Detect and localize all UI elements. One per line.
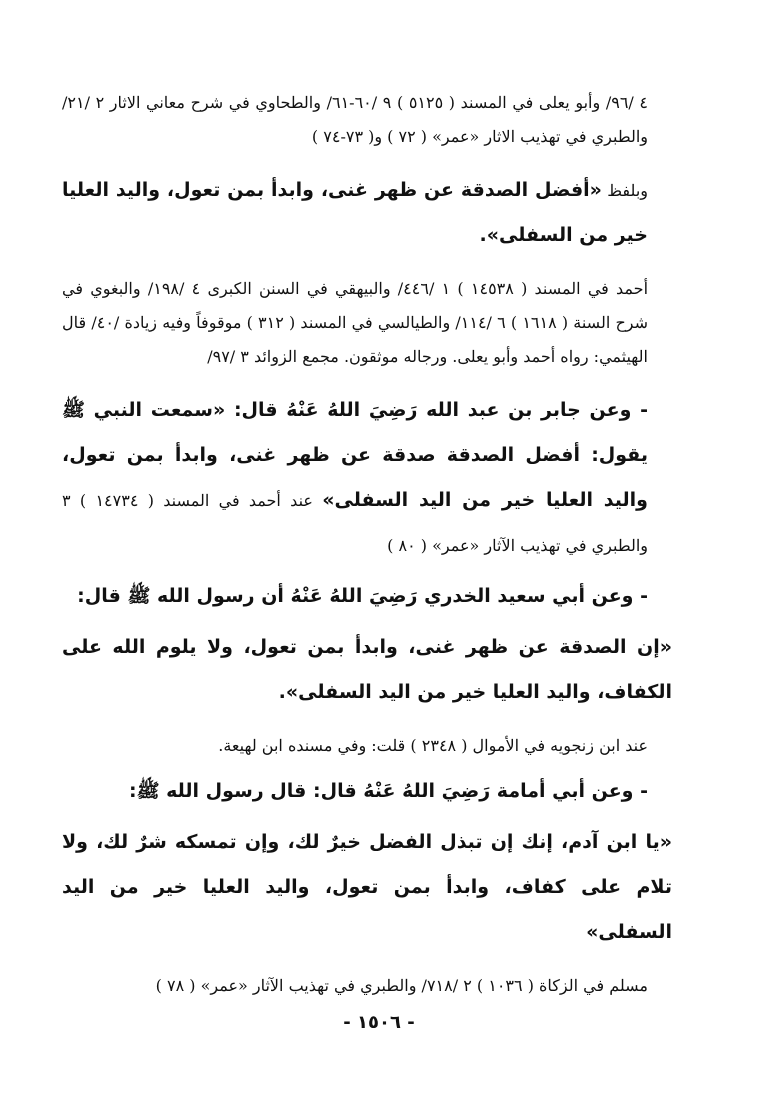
hadith-text: - وعن جابر بن عبد الله رَضِيَ اللهُ عَنْهُ قال: «سمعت النبي ﷺ يقول: أفضل الصدقة صدقة عن ظهر غنى، وابدأ بمن تعول، واليد العليا خير من اليد السفلى» <box>62 399 648 511</box>
hadith-text: «يا ابن آدم، إنك إن تبذل الفضل خيرٌ لك، وإن تمسكه شرٌ لك، ولا تلام على كفاف، وابدأ بمن تعول، واليد العليا خير من اليد السفلى» <box>62 831 672 943</box>
reference-paragraph: ٤ /٩٦/ وأبو يعلى في المسند ( ٥١٢٥ ) ٩ /٦٠-٦١/ والطحاوي في شرح معاني الاثار ٢ /٢١/ والطبري في تهذيب الاثار «عمر» ( ٧٢ ) و( ٧٣-٧٤ ) <box>62 93 648 146</box>
page-number: - ١٥٠٦ - <box>343 1012 415 1033</box>
reference-paragraph: أحمد في المسند ( ١٤٥٣٨ ) ١ /٤٤٦/ والبيهقي في السنن الكبرى ٤ /١٩٨/ والبغوي في شرح السنة ( ١٦١٨ ) ٦ /١١٤/ والطيالسي في المسند ( ٣١٢ ) موقوفاً وفيه زيادة /٤٠/ قال الهيثمي: رواه أحمد وأبو يعلى. ورجاله موثقون. مجمع الزوائد ٣ /٩٧/ <box>62 279 649 366</box>
narrator-line: - وعن أبي أمامة رَضِيَ اللهُ عَنْهُ قال: قال رسول الله ﷺ: <box>128 780 648 802</box>
reference-paragraph: مسلم في الزكاة ( ١٠٣٦ ) ٢ /٧١٨/ والطبري في تهذيب الآثار «عمر» ( ٧٨ ) <box>155 976 648 995</box>
narrator-line: - وعن أبي سعيد الخدري رَضِيَ اللهُ عَنْهُ أن رسول الله ﷺ قال: <box>77 585 648 607</box>
hadith-text: «أفضل الصدقة عن ظهر غنى، وابدأ بمن تعول، واليد العليا خير من السفلى». <box>62 179 648 246</box>
page-body <box>62 86 672 1003</box>
reference-paragraph: عند ابن زنجويه في الأموال ( ٢٣٤٨ ) قلت: وفي مسنده ابن لهيعة. <box>218 736 648 755</box>
intro-text: وبلفظ <box>601 181 648 200</box>
hadith-text: «إن الصدقة عن ظهر غنى، وابدأ بمن تعول، ولا يلوم الله على الكفاف، واليد العليا خير من اليد السفلى». <box>62 636 672 703</box>
hadith-jabir-paragraph <box>62 388 672 568</box>
hadith-variant-paragraph <box>62 168 672 258</box>
reference-text: عند أحمد في المسند ( ١٤٧٣٤ ) ٣ والطبري في تهذيب الآثار «عمر» ( ٨٠ ) <box>62 491 648 555</box>
